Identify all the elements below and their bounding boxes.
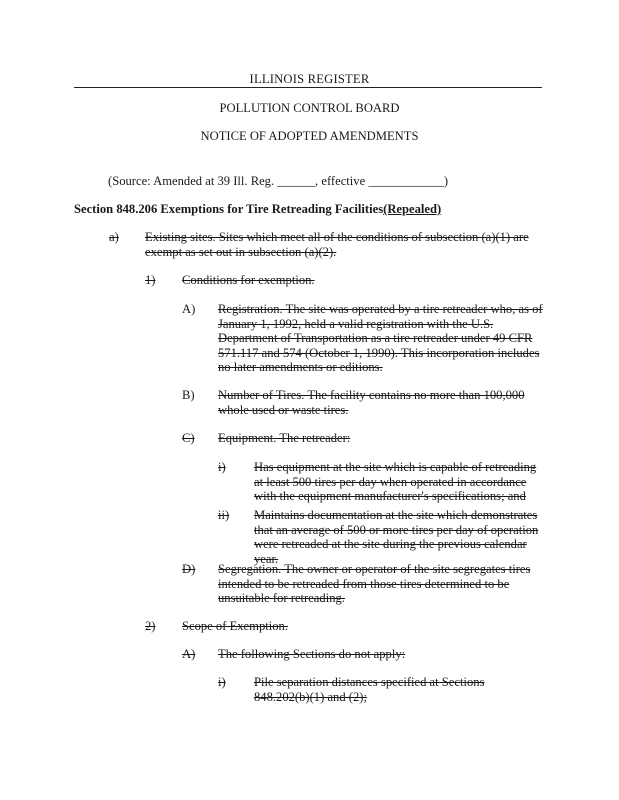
item-a-label: a) xyxy=(109,230,119,244)
item-a1-text: Conditions for exemption. xyxy=(182,273,315,287)
agency-title: POLLUTION CONTROL BOARD xyxy=(219,101,400,115)
item-B-text: Number of Tires. The facility contains no more than 100,000 whole used or waste tires. xyxy=(218,388,525,417)
item-A-label: A) xyxy=(182,302,196,316)
item-C-label: C) xyxy=(182,431,195,445)
item-a1-label: 1) xyxy=(145,273,156,287)
register-title: ILLINOIS REGISTER xyxy=(249,72,370,86)
source-note: (Source: Amended at 39 Ill. Reg. ______, effective ____________) xyxy=(108,174,449,188)
item-A-text: Registration. The site was operated by a tire retreader who, as of January 1, 1992, held a valid registration with the U.S. Department of Transportation as a tire retreader under 49 CFR 571.117 and 574 (October 1, 1990). This incorporation includes no later amendments or editions. xyxy=(218,302,543,375)
item-Ci-label: i) xyxy=(218,460,226,474)
item-D-text: Segregation. The owner or operator of the site segregates tires intended to be retreaded from those tires determined to be unsuitable for retreading. xyxy=(218,562,531,606)
item-a-text: Existing sites. Sites which meet all of the conditions of subsection (a)(1) are exempt as set out in subsection (a)(2). xyxy=(145,230,529,259)
section-heading xyxy=(74,202,554,217)
item-Cii-text: Maintains documentation at the site which demonstrates that an average of 500 or more tires per day of operation were retreaded at the site during the previous calendar year. xyxy=(254,508,539,566)
item-D-label: D) xyxy=(182,562,196,576)
item-B-label: B) xyxy=(182,388,195,402)
item-A2i-label: i) xyxy=(218,675,226,689)
item-C-text: Equipment. The retreader: xyxy=(218,431,351,445)
header-rule xyxy=(74,87,542,88)
item-a2-text: Scope of Exemption. xyxy=(182,619,288,633)
item-A2-label: A) xyxy=(182,647,196,661)
item-Cii-label: ii) xyxy=(218,508,230,522)
repealed-tag: (Repealed) xyxy=(383,202,442,216)
item-A2-text: The following Sections do not apply: xyxy=(218,647,406,661)
notice-title: NOTICE OF ADOPTED AMENDMENTS xyxy=(200,129,419,143)
item-a2-label: 2) xyxy=(145,619,156,633)
item-Ci-text: Has equipment at the site which is capable of retreading at least 500 tires per day when operated in accordance with the equipment manufacturer's specifications; and xyxy=(254,460,537,504)
item-A2i-text: Pile separation distances specified at Sections 848.202(b)(1) and (2); xyxy=(254,675,485,704)
section-title: Section 848.206 Exemptions for Tire Retreading Facilities xyxy=(74,202,384,216)
